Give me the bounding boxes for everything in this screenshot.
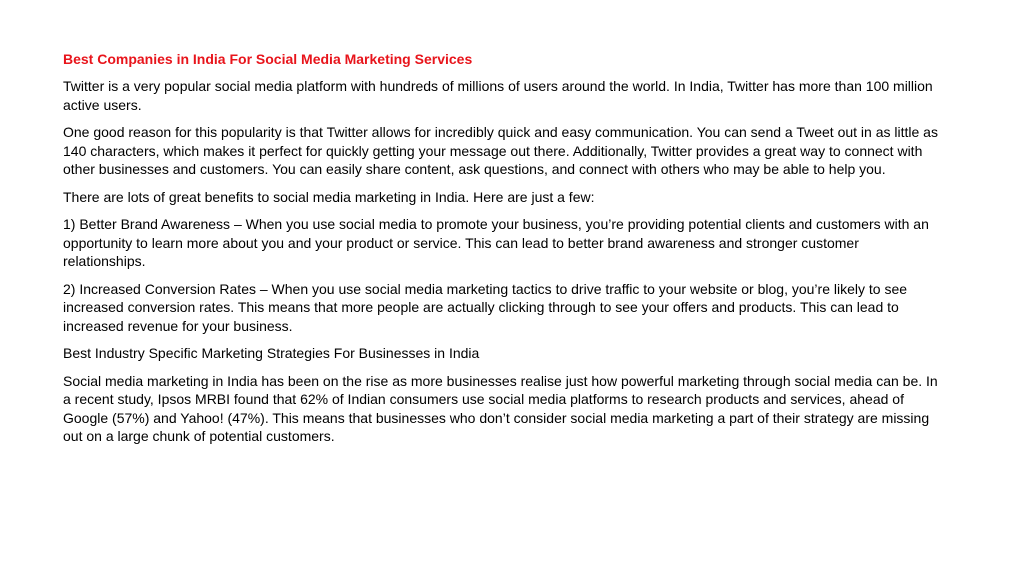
paragraph-brand-awareness: 1) Better Brand Awareness – When you use social media to promote your business, you’re providing potential clients and customers with an opportunity to learn more about you and your product or service. This can lead to better brand awareness and stronger customer relationships. bbox=[63, 216, 929, 269]
paragraph-conversion-rates: 2) Increased Conversion Rates – When you use social media marketing tactics to drive traffic to your website or blog, you’re likely to see increased conversion rates. This means that more people are actually clicking through to see your offers and products. This can lead to increased revenue for your business. bbox=[63, 280, 908, 334]
paragraph-social-media-rise: Social media marketing in India has been on the rise as more businesses realise just how powerful marketing through social media can be. In a recent study, Ipsos MRBI found that 62% of Indian consumers use social media platforms to research products and services, ahead of Google (57%) and Yahoo! (47%). This means that businesses who don’t consider social media marketing a part of their strategy are missing out on a large chunk of potential customers. bbox=[63, 372, 938, 444]
slide-content bbox=[63, 50, 943, 455]
page-title: Best Companies in India For Social Media Marketing Services bbox=[63, 51, 473, 67]
subheading-industry-strategies: Best Industry Specific Marketing Strategies For Businesses in India bbox=[63, 345, 480, 361]
paragraph-twitter-reason: One good reason for this popularity is that Twitter allows for incredibly quick and easy communication. You can send a Tweet out in as little as 140 characters, which makes it perfect for quickly getting your message out there. Additionally, Twitter provides a great way to connect with other businesses and customers. You can easily share content, ask questions, and connect with others who may be able to help you. bbox=[63, 124, 938, 177]
paragraph-twitter-popularity: Twitter is a very popular social media platform with hundreds of millions of users around the world. In India, Twitter has more than 100 million active users. bbox=[63, 78, 933, 113]
paragraph-benefits-intro: There are lots of great benefits to social media marketing in India. Here are just a few: bbox=[63, 188, 595, 205]
